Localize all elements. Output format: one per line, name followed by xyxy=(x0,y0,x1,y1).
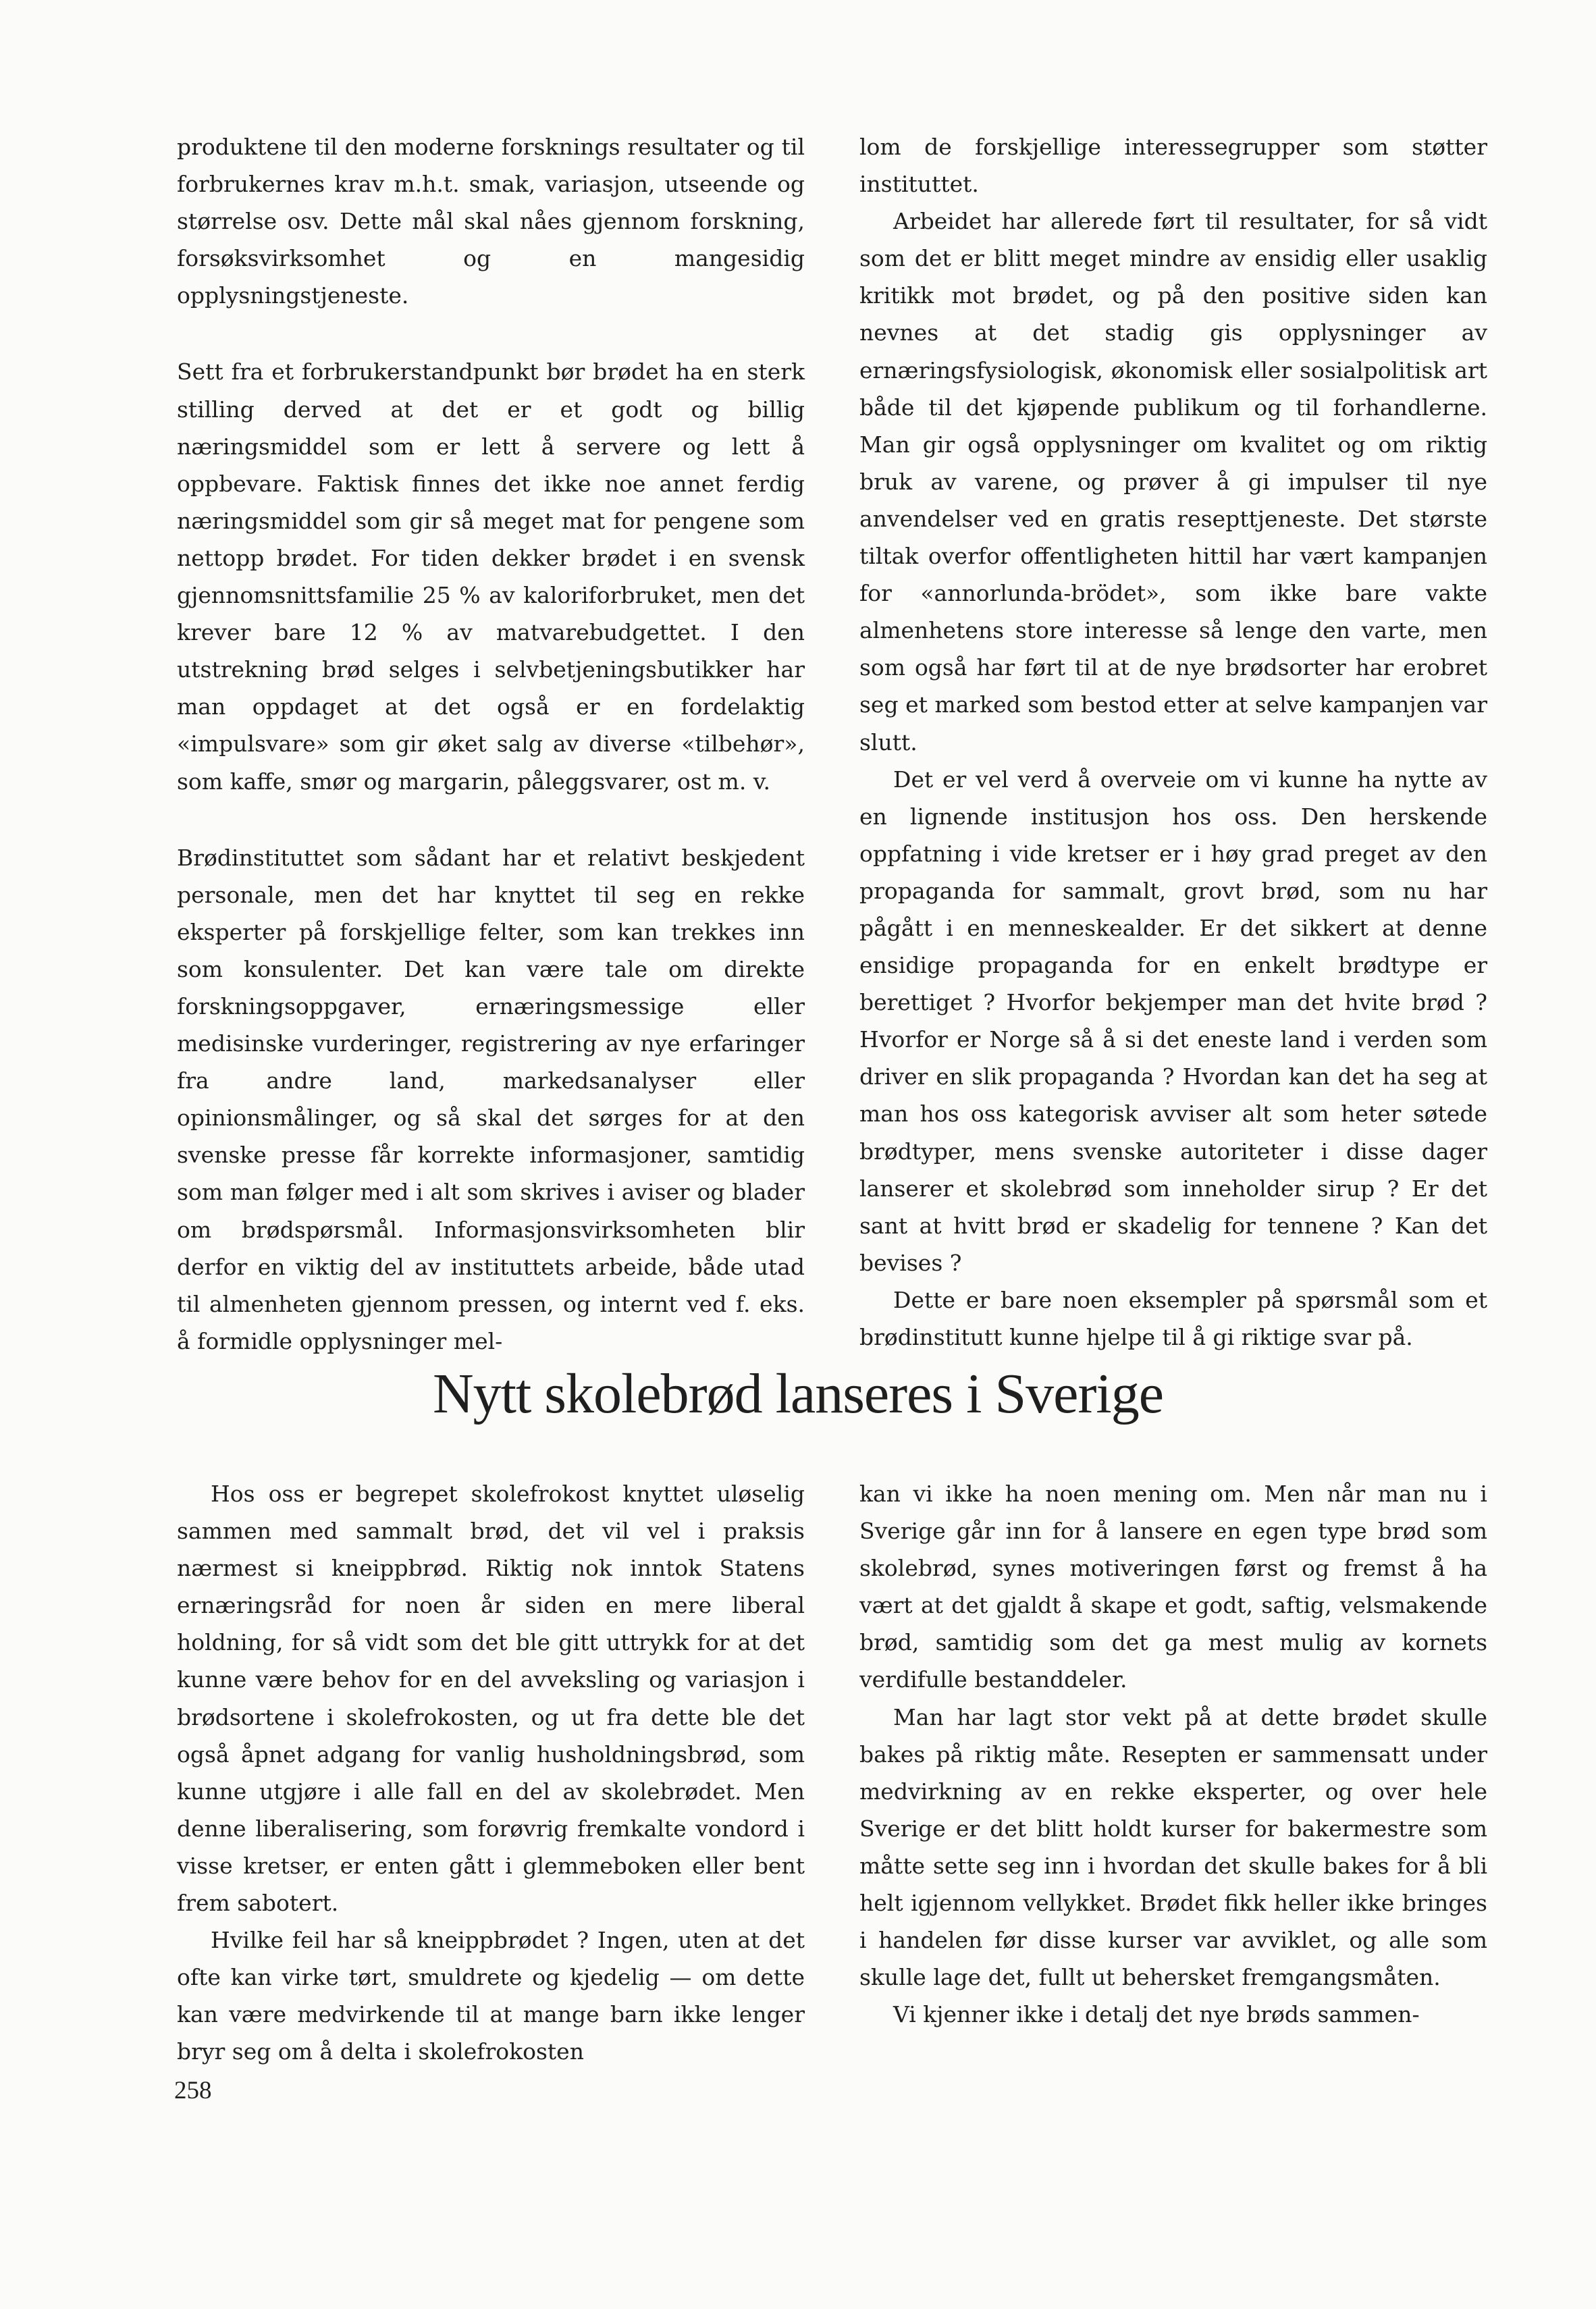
bottom-left-column xyxy=(177,1475,805,2071)
page-number: 258 xyxy=(174,2077,212,2104)
paragraph: Dette er bare noen eksempler på spørsmål som et brødinstitutt kunne hjelpe til å gi riktige svar på. xyxy=(859,1286,1487,1350)
paragraph: Det er vel verd å overveie om vi kunne ha nytte av en lignende institusjon hos oss. Den herskende oppfatning i vide kretser er i høy grad preget av den propaganda for sammalt, grovt brød, som nu har pågått i en menneskealder. Er det sikkert at denne ensidige propaganda for en enkelt brødtype er berettiget ? Hvorfor bekjemper man det hvite brød ? Hvorfor er Norge så å si det eneste land i verden som driver en slik propaganda ? Hvordan kan det ha seg at man hos oss kategorisk avviser alt som heter søtede brødtyper, mens svenske autoriteter i disse dager lanserer et skolebrød som inneholder sirup ? Er det sant at hvitt brød er skadelig for tennene ? Kan det bevises ? xyxy=(859,766,1487,1276)
bottom-right-column xyxy=(859,1475,1487,2033)
paragraph: Sett fra et forbrukerstandpunkt bør brødet ha en sterk stilling derved at det er et godt og billig næringsmiddel som er lett å servere og lett å oppbevare. Faktisk finnes det ikke noe annet ferdig næringsmiddel som gir så meget mat for pengene som nettopp brødet. For tiden dekker brødet i en svensk gjennomsnittsfamilie 25 % av kaloriforbruket, men det krever bare 12 % av matvarebudgettet. I den utstrekning brød selges i selvbetjeningsbutikker har man oppdaget at det også er en fordelaktig «impulsvare» som gir øket salg av diverse «tilbehør», som kaffe, smør og margarin, påleggsvarer, ost m. v. xyxy=(177,359,805,795)
top-left-column xyxy=(177,128,805,1360)
paragraph: Arbeidet har allerede ført til resultater, for så vidt som det er blitt meget mindre av ensidig eller usaklig kritikk mot brødet, og på den positive siden kan nevnes at det stadig gis opplysninger av ernæringsfysiologisk, økonomisk eller sosialpolitisk art både til det kjøpende publikum og til forhandlerne. Man gir også opplysninger om kvalitet og om riktig bruk av varene, og prøver å gi impulser til nye anvendelser ved en gratis resepttjeneste. Det største tiltak overfor offentligheten hittil har vært kampanjen for «annorlunda-brödet», som ikke bare vakte almenhetens store interesse så lenge den varte, men som også har ført til at de nye brødsorter har erobret seg et marked som bestod etter at selve kampanjen var slutt. xyxy=(859,208,1487,755)
paragraph: Man har lagt stor vekt på at dette brødet skulle bakes på riktig måte. Resepten er sammensatt under medvirkning av en rekke eksperter, og over hele Sverige er det blitt holdt kurser for bakermestre som måtte sette seg inn i hvordan det skulle bakes for å bli helt igjennom vellykket. Brødet fikk heller ikke bringes i handelen før disse kurser var avviklet, og alle som skulle lage det, fullt ut behersket fremgangsmåten. xyxy=(859,1703,1487,1991)
paragraph: Hos oss er begrepet skolefrokost knyttet uløselig sammen med sammalt brød, det vil vel i praksis nærmest si kneippbrød. Riktig nok inntok Statens ernæringsråd for noen år siden en mere liberal holdning, for så vidt som det ble gitt uttrykk for at det kunne være behov for en del avveksling og variasjon i brødsortene i skolefrokosten, og ut fra dette ble det også åpnet adgang for vanlig husholdningsbrød, som kunne utgjøre i alle fall en del av skolebrødet. Men denne liberalisering, som forøvrig fremkalte vondord i visse kretser, er enten gått i glemmeboken eller bent frem sabotert. xyxy=(177,1481,805,1917)
paragraph: Hvilke feil har så kneippbrødet ? Ingen, uten at det ofte kan virke tørt, smuldrete og kjedelig — om dette kan være medvirkende til at mange barn ikke lenger bryr seg om å delta i skolefrokosten xyxy=(177,1927,805,2065)
paragraph: Vi kjenner ikke i detalj det nye brøds sammen- xyxy=(893,2001,1420,2028)
top-right-column xyxy=(859,128,1487,1356)
article-title: Nytt skolebrød lanseres i Sverige xyxy=(432,1362,1164,1425)
paragraph: kan vi ikke ha noen mening om. Men når man nu i Sverige går inn for å lansere en egen type brød som skolebrød, synes motiveringen først og fremst å ha vært at det gjaldt å skape et godt, saftig, velsmakende brød, samtidig som det ga mest mulig av kornets verdifulle bestanddeler. xyxy=(859,1481,1487,1693)
paragraph: lom de forskjellige interessegrupper som støtter instituttet. xyxy=(859,134,1487,198)
paragraph: produktene til den moderne forsknings resultater og til forbrukernes krav m.h.t. smak, variasjon, utseende og størrelse osv. Dette mål skal nåes gjennom forskning, forsøksvirksomhet og en mangesidig opplysningstjeneste. xyxy=(177,134,805,309)
paragraph: Brødinstituttet som sådant har et relativt beskjedent personale, men det har knyttet til seg en rekke eksperter på forskjellige felter, som kan trekkes inn som konsulenter. Det kan være tale om direkte forskningsoppgaver, ernæringsmessige eller medisinske vurderinger, registrering av nye erfaringer fra andre land, markedsanalyser eller opinionsmålinger, og så skal det sørges for at den svenske presse får korrekte informasjoner, samtidig som man følger med i alt som skrives i aviser og blader om brødspørsmål. Informasjonsvirksomheten blir derfor en viktig del av instituttets arbeide, både utad til almenheten gjennom pressen, og internt ved f. eks. å formidle opplysninger mel- xyxy=(177,844,805,1354)
